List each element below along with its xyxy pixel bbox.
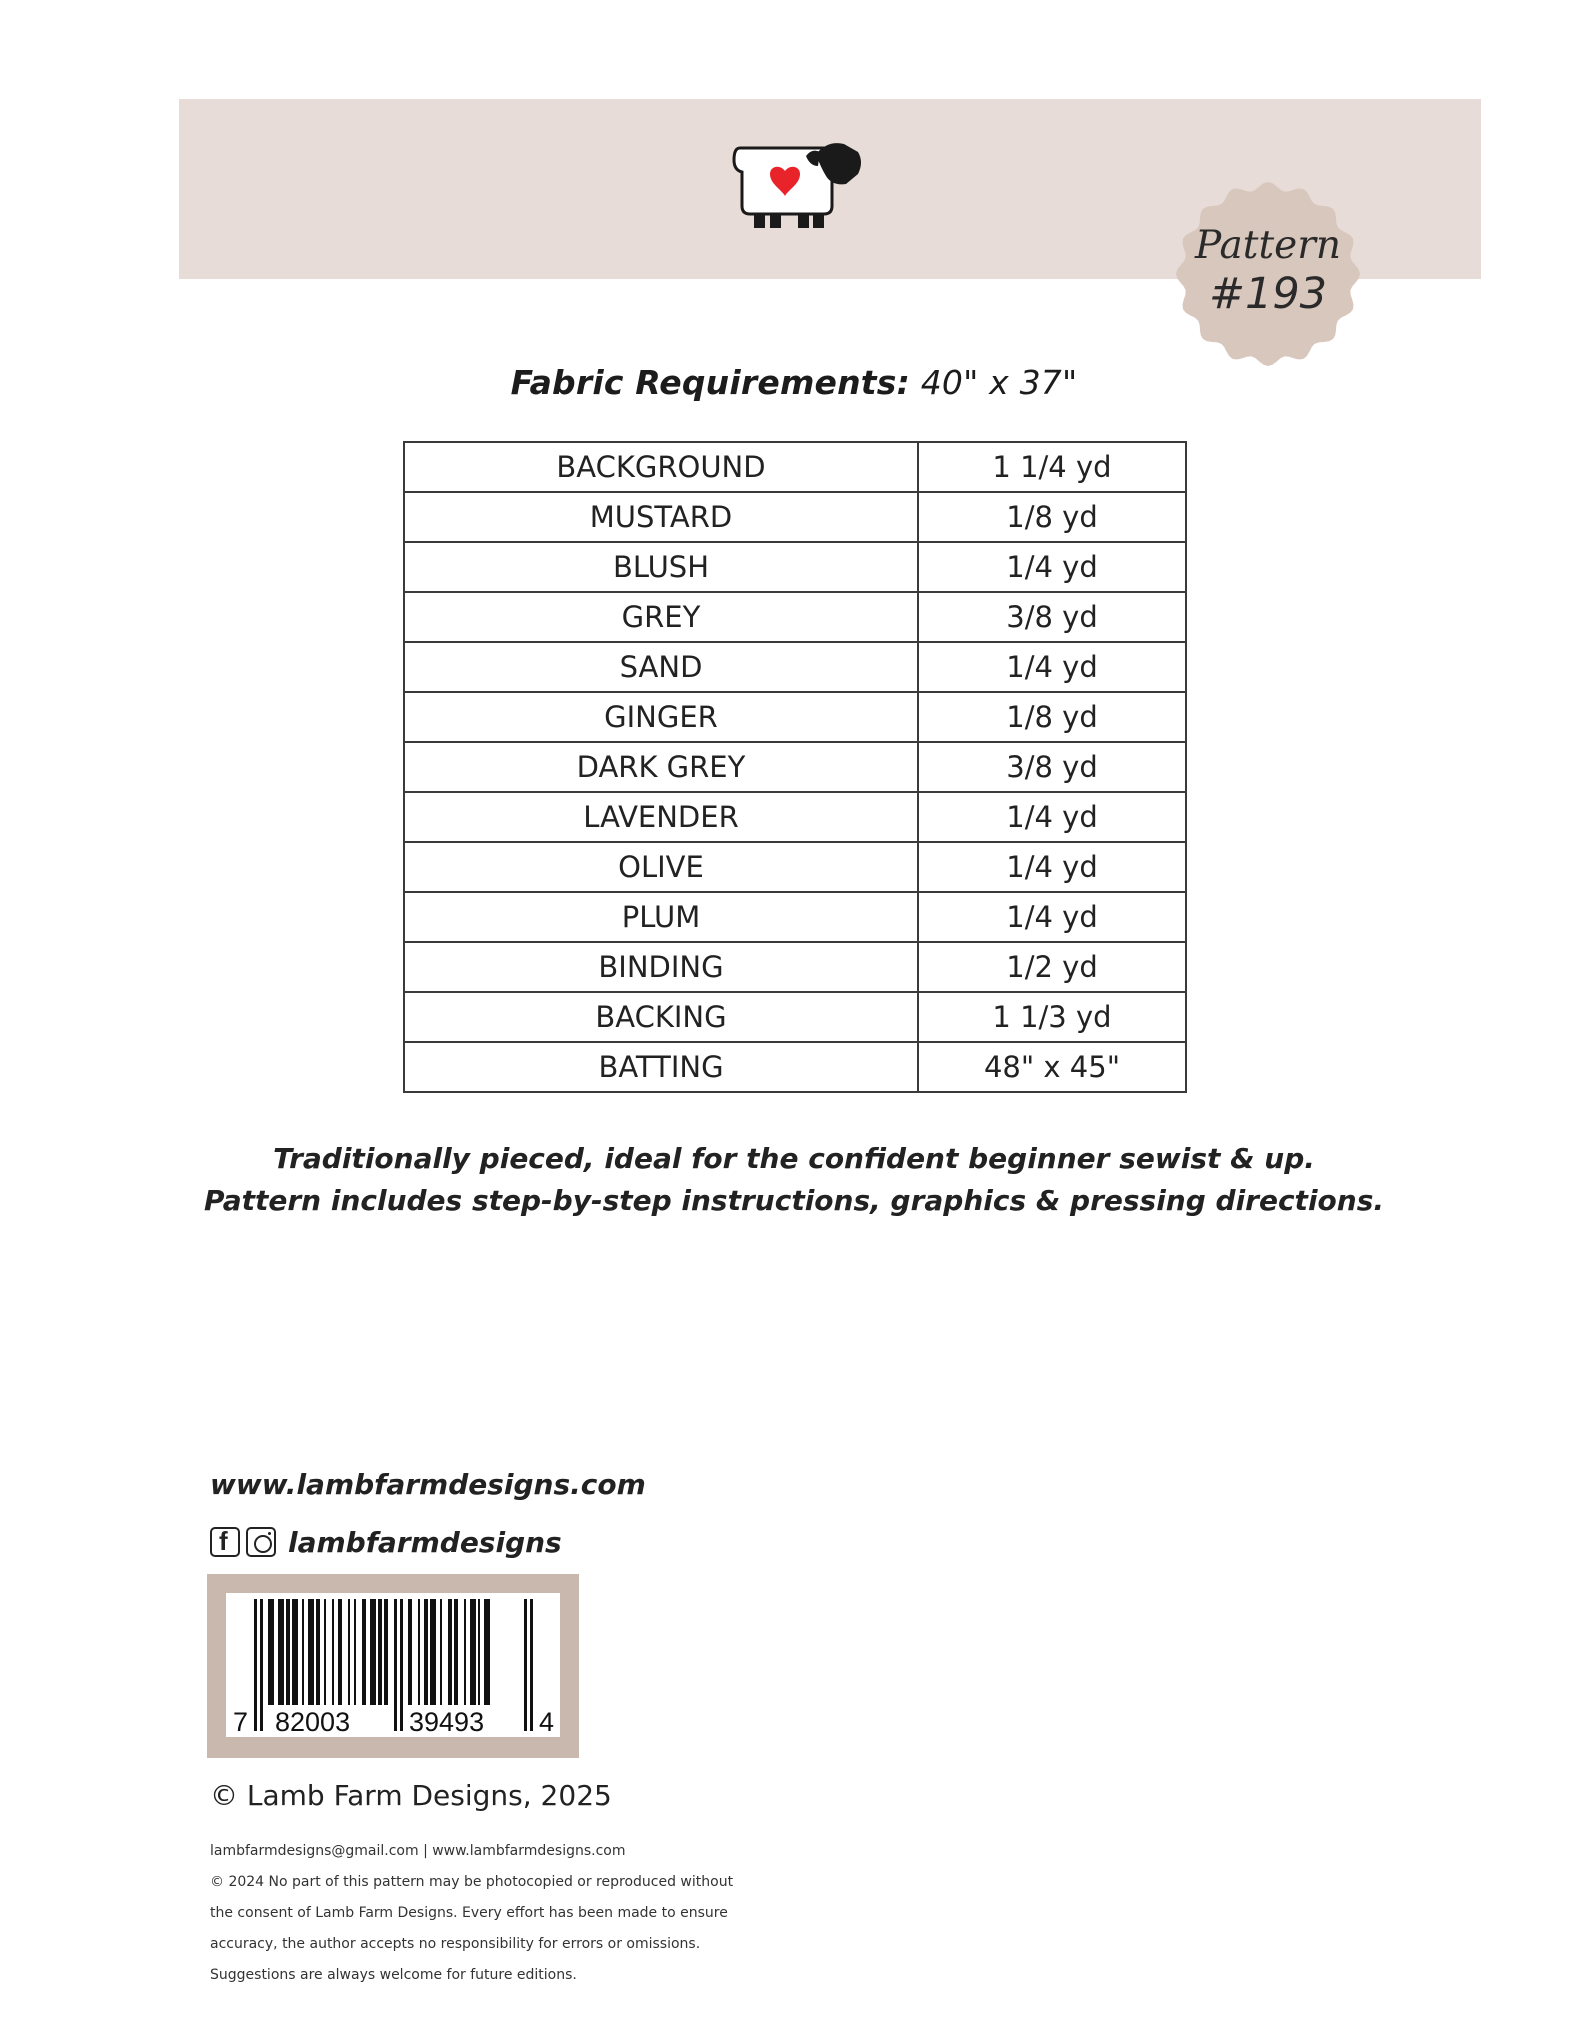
fabric-name: BLUSH	[404, 542, 918, 592]
fabric-name: BINDING	[404, 942, 918, 992]
barcode-bar	[278, 1599, 284, 1705]
fabric-amount: 1/4 yd	[918, 542, 1186, 592]
barcode-frame	[207, 1574, 579, 1758]
fabric-amount: 3/8 yd	[918, 742, 1186, 792]
table-row	[404, 592, 1186, 642]
instagram-icon[interactable]	[246, 1527, 276, 1557]
fabric-name: MUSTARD	[404, 492, 918, 542]
pattern-number: #193	[1208, 269, 1328, 319]
fabric-name: BACKING	[404, 992, 918, 1042]
barcode-bar	[302, 1599, 304, 1705]
table-row	[404, 492, 1186, 542]
table-row	[404, 692, 1186, 742]
barcode-bar	[268, 1599, 274, 1705]
fine-print-line: © 2024 No part of this pattern may be photocopied or reproduced without	[210, 1874, 734, 1890]
barcode-bar	[470, 1599, 476, 1705]
barcode-bar	[338, 1599, 342, 1705]
table-row	[404, 892, 1186, 942]
fabric-title-label: Fabric Requirements:	[510, 363, 911, 402]
barcode-bar	[424, 1599, 428, 1705]
table-row	[404, 992, 1186, 1042]
fine-print-line: Suggestions are always welcome for future editions.	[210, 1967, 577, 1983]
fabric-amount: 1/4 yd	[918, 792, 1186, 842]
barcode-bar	[384, 1599, 388, 1705]
table-row	[404, 792, 1186, 842]
copyright-notice: © Lamb Farm Designs, 2025	[210, 1779, 612, 1812]
barcode-bar	[378, 1599, 382, 1705]
barcode-bar	[308, 1599, 314, 1705]
social-handle[interactable]: lambfarmdesigns	[288, 1525, 562, 1559]
barcode-bar	[286, 1599, 290, 1705]
barcode-bar	[448, 1599, 452, 1705]
fabric-name: DARK GREY	[404, 742, 918, 792]
fabric-name: BACKGROUND	[404, 442, 918, 492]
barcode-guard-bar	[254, 1599, 257, 1731]
barcode-bar	[418, 1599, 420, 1705]
barcode-bar	[430, 1599, 436, 1705]
barcode-bar	[454, 1599, 458, 1705]
fabric-amount: 3/8 yd	[918, 592, 1186, 642]
barcode-bar	[292, 1599, 298, 1705]
barcode-bar	[354, 1599, 356, 1705]
sheep-logo-icon	[728, 138, 866, 238]
fabric-amount: 1/2 yd	[918, 942, 1186, 992]
fabric-amount: 1 1/3 yd	[918, 992, 1186, 1042]
barcode-bar	[348, 1599, 350, 1705]
fabric-name: PLUM	[404, 892, 918, 942]
fine-print-line: accuracy, the author accepts no responsibility for errors or omissions.	[210, 1936, 701, 1952]
barcode-guard-bar	[530, 1599, 533, 1731]
fabric-name: LAVENDER	[404, 792, 918, 842]
fabric-amount: 1 1/4 yd	[918, 442, 1186, 492]
barcode-digit-lead: 7	[233, 1707, 249, 1737]
barcode-digits-right: 39493	[409, 1707, 485, 1737]
fabric-name: OLIVE	[404, 842, 918, 892]
description-line-1: Traditionally pieced, ideal for the confident beginner sewist & up.	[273, 1142, 1315, 1175]
fine-print	[210, 1836, 810, 1991]
table-row	[404, 842, 1186, 892]
fabric-amount: 1/4 yd	[918, 642, 1186, 692]
barcode-digit-check: 4	[539, 1707, 555, 1737]
table-row	[404, 442, 1186, 492]
fabric-requirements-title	[0, 363, 1588, 402]
table-row	[404, 742, 1186, 792]
quilt-dimensions: 40" x 37"	[920, 363, 1078, 402]
barcode-bar	[324, 1599, 326, 1705]
barcode-bar	[408, 1599, 412, 1705]
fabric-amount: 48" x 45"	[918, 1042, 1186, 1092]
fabric-name: BATTING	[404, 1042, 918, 1092]
pattern-label: Pattern	[1195, 223, 1341, 268]
fabric-requirements-table	[403, 441, 1187, 1093]
pattern-number-label	[1172, 222, 1364, 318]
fabric-name: GINGER	[404, 692, 918, 742]
table-row	[404, 1042, 1186, 1092]
fabric-amount: 1/4 yd	[918, 842, 1186, 892]
barcode-bar	[362, 1599, 366, 1705]
barcode-bar	[478, 1599, 480, 1705]
barcode-bar	[484, 1599, 490, 1705]
social-links	[210, 1524, 562, 1560]
fabric-name: GREY	[404, 592, 918, 642]
table-row	[404, 642, 1186, 692]
table-row	[404, 942, 1186, 992]
barcode-bar	[316, 1599, 320, 1705]
barcode-guard-bar	[260, 1599, 263, 1731]
barcode-guard-bar	[524, 1599, 527, 1731]
description-line-2: Pattern includes step-by-step instructions, graphics & pressing directions.	[203, 1184, 1385, 1217]
fabric-amount: 1/8 yd	[918, 692, 1186, 742]
fabric-name: SAND	[404, 642, 918, 692]
barcode-guard-bar	[400, 1599, 403, 1731]
barcode-bars	[226, 1593, 560, 1737]
barcode	[226, 1593, 560, 1737]
fabric-amount: 1/8 yd	[918, 492, 1186, 542]
fine-print-line: lambfarmdesigns@gmail.com | www.lambfarmdesigns.com	[210, 1843, 626, 1859]
table-row	[404, 542, 1186, 592]
barcode-bar	[464, 1599, 466, 1705]
facebook-icon[interactable]	[210, 1527, 240, 1557]
website-link[interactable]: www.lambfarmdesigns.com	[210, 1468, 646, 1501]
barcode-bar	[370, 1599, 376, 1705]
fine-print-line: the consent of Lamb Farm Designs. Every effort has been made to ensure	[210, 1905, 728, 1921]
barcode-digits-left: 82003	[275, 1707, 351, 1737]
fabric-amount: 1/4 yd	[918, 892, 1186, 942]
pattern-description	[0, 1138, 1588, 1222]
barcode-guard-bar	[394, 1599, 397, 1731]
barcode-bar	[440, 1599, 442, 1705]
barcode-bar	[332, 1599, 334, 1705]
